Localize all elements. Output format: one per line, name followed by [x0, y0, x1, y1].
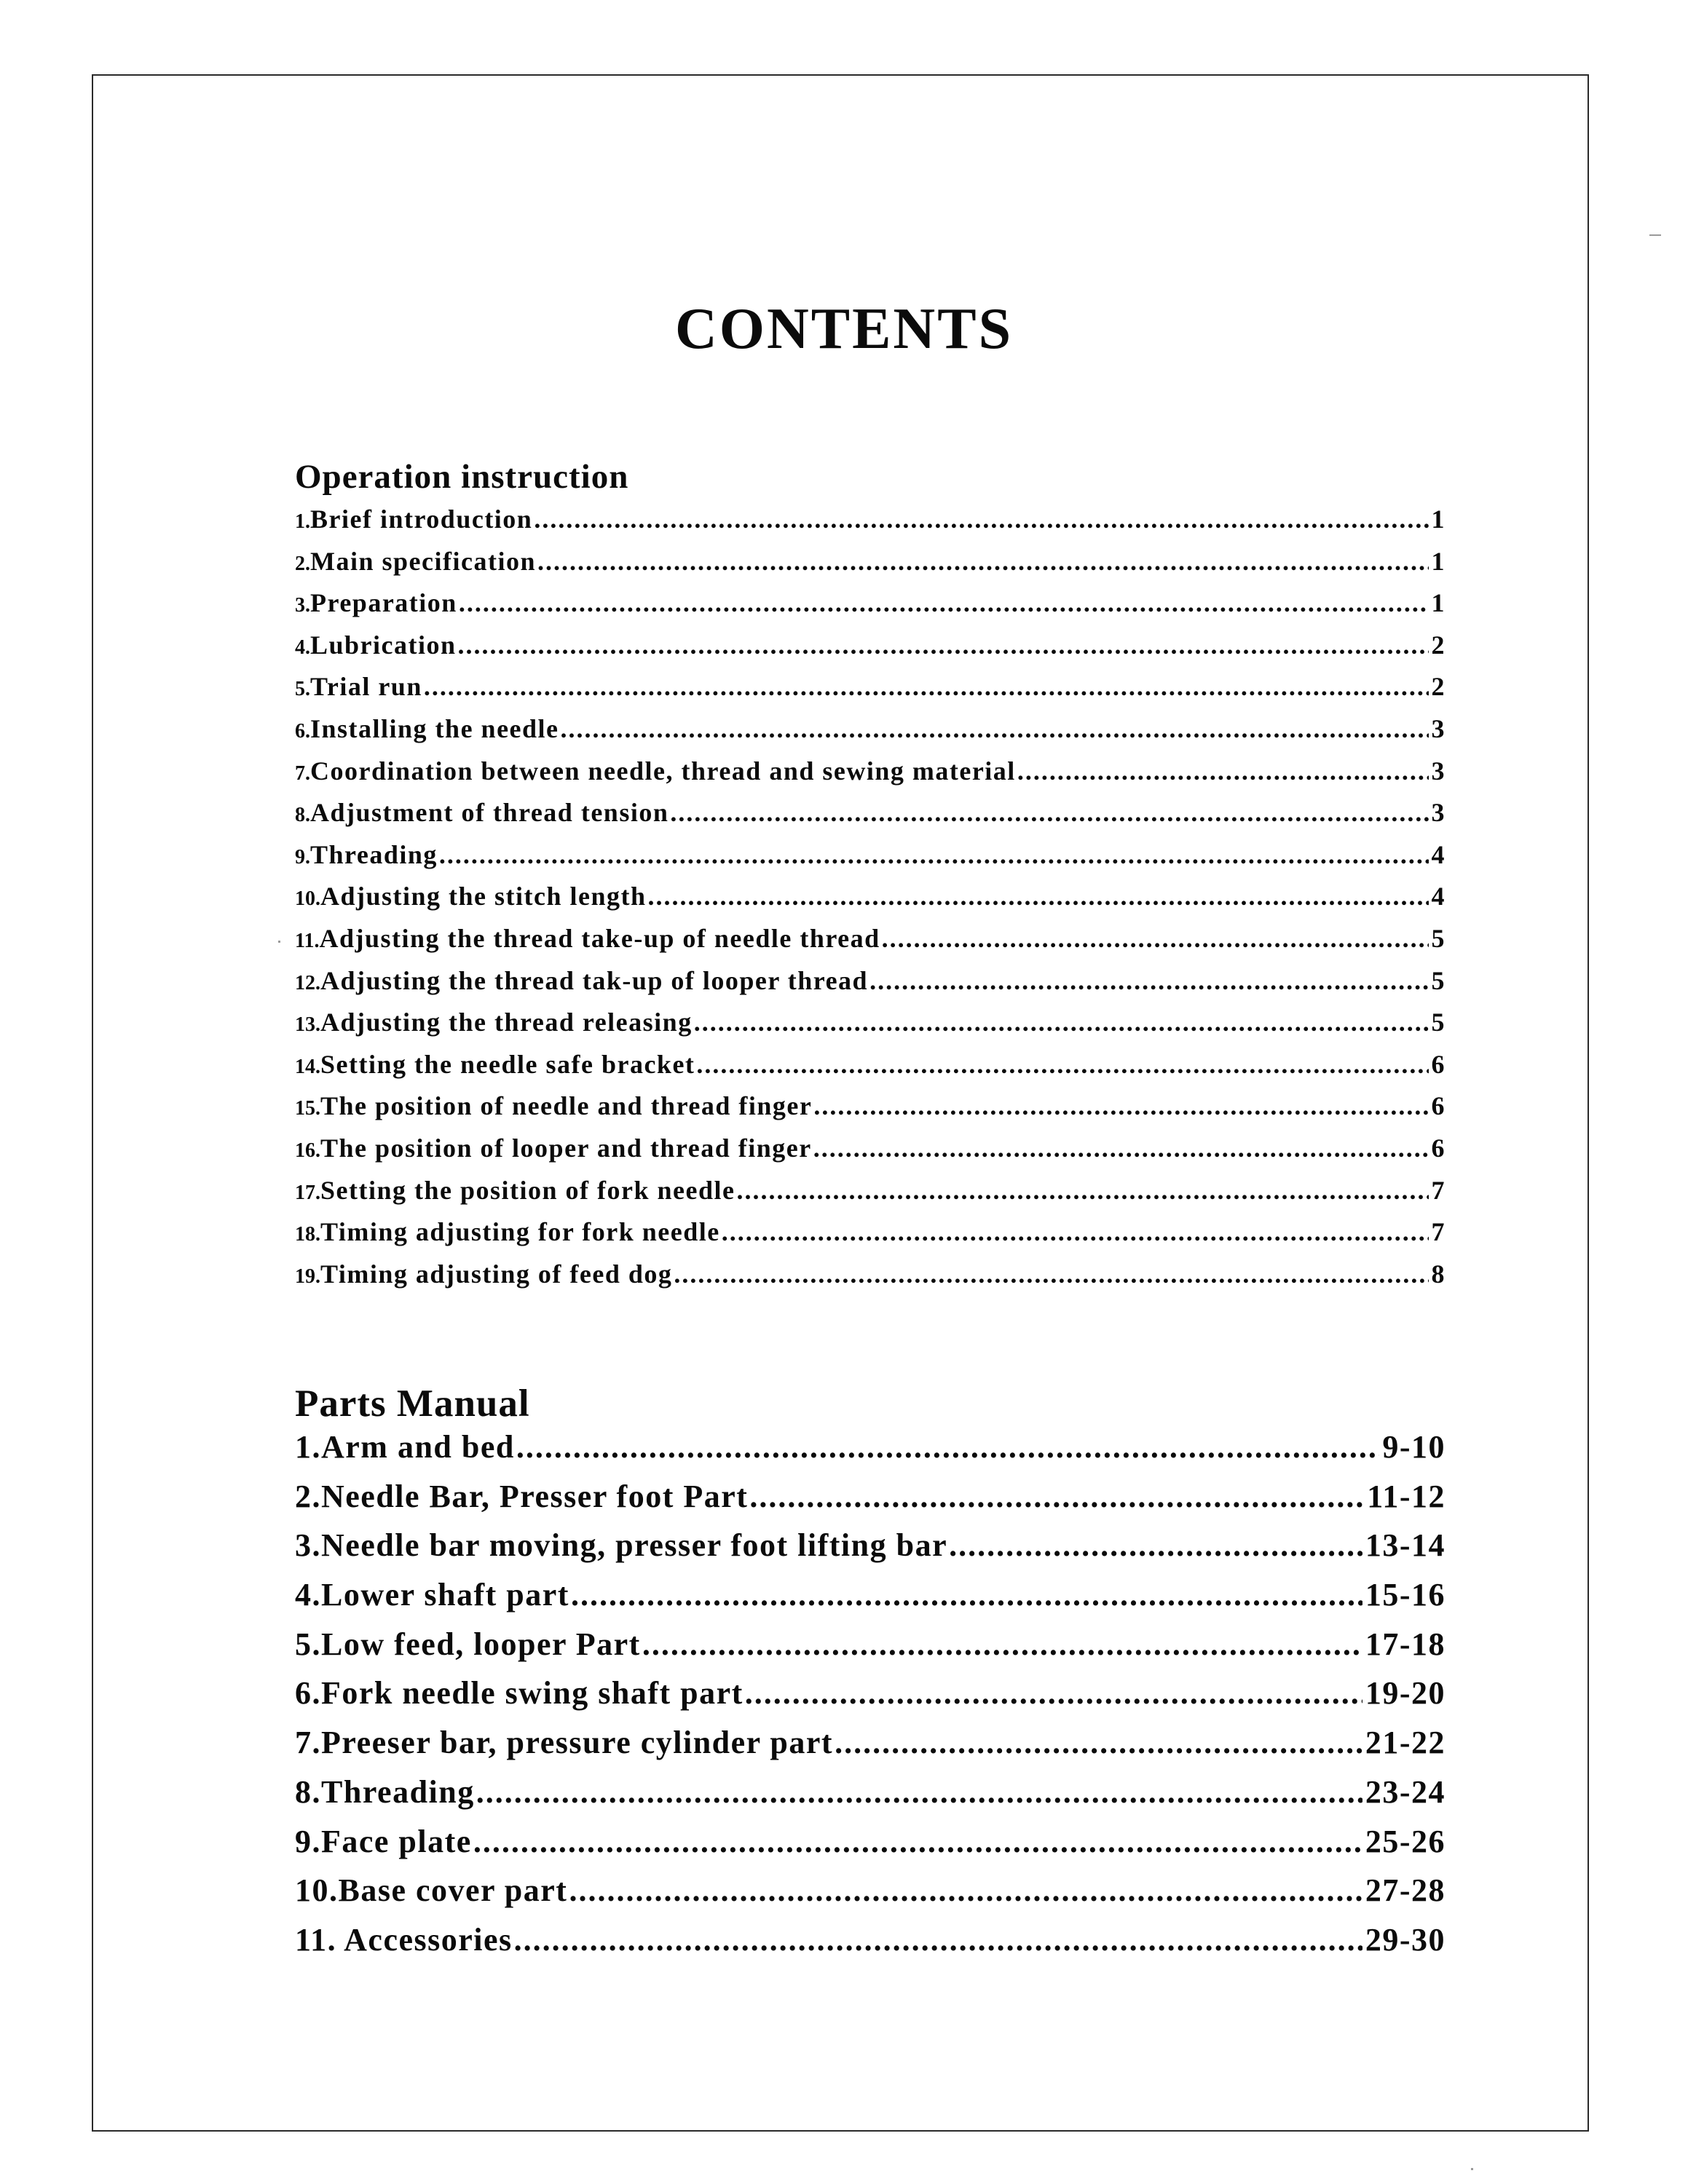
toc-entry[interactable]: 6.Fork needle swing shaft part ..... 19-20 — [295, 1674, 1446, 1724]
page-number: 5 — [1431, 965, 1446, 995]
page-range: 11-12 — [1367, 1478, 1446, 1514]
toc-entry[interactable]: 9.Face plate ..... 25-26 — [295, 1823, 1446, 1872]
page-number: 5 — [1431, 923, 1446, 953]
dot-leader — [537, 546, 1429, 577]
dot-leader — [694, 1007, 1429, 1037]
dot-leader — [514, 1921, 1362, 1958]
toc-entry[interactable]: 10.Adjusting the stitch length ..... 4 — [295, 881, 1446, 923]
operation-instruction-list — [295, 504, 1446, 1300]
dot-leader — [813, 1133, 1429, 1163]
dot-leader — [749, 1478, 1364, 1515]
toc-entry[interactable]: 17.Setting the position of fork needle ..... 7 — [295, 1175, 1446, 1217]
toc-entry[interactable]: 1.Arm and bed ..... 9-10 — [295, 1428, 1446, 1478]
dot-leader — [534, 504, 1428, 534]
dot-leader — [722, 1216, 1429, 1247]
toc-entry[interactable]: 11.Adjusting the thread take-up of needle thread ..... 5 — [295, 923, 1446, 965]
page-range: 17-18 — [1365, 1626, 1446, 1662]
toc-entry[interactable]: 18.Timing adjusting for fork needle ..... 7 — [295, 1216, 1446, 1259]
page-number: 7 — [1431, 1175, 1446, 1205]
toc-entry[interactable]: 3.Preparation ..... 1 — [295, 587, 1446, 630]
toc-entry[interactable]: 9.Threading ..... 4 — [295, 839, 1446, 882]
toc-entry[interactable]: 2.Main specification ..... 1 — [295, 546, 1446, 588]
toc-entry[interactable]: 4.Lubrication ..... 2 — [295, 630, 1446, 672]
dot-leader — [674, 1259, 1428, 1289]
scan-speck — [1471, 2168, 1473, 2170]
dot-leader — [869, 965, 1428, 996]
dot-leader — [561, 713, 1429, 744]
dot-leader — [424, 671, 1429, 702]
dot-leader — [745, 1674, 1362, 1712]
dot-leader — [439, 839, 1429, 870]
toc-entry[interactable]: 5.Trial run ..... 2 — [295, 671, 1446, 713]
toc-entry[interactable]: 16.The position of looper and thread finger ..... 6 — [295, 1133, 1446, 1175]
page-number: 5 — [1431, 1008, 1446, 1037]
dot-leader — [642, 1626, 1362, 1663]
dot-leader — [459, 587, 1429, 618]
page-range: 19-20 — [1365, 1675, 1446, 1712]
dot-leader — [571, 1576, 1362, 1613]
page-title: CONTENTS — [674, 297, 1014, 361]
dot-leader — [813, 1091, 1428, 1121]
dot-leader — [648, 881, 1429, 911]
toc-entry[interactable]: 19.Timing adjusting of feed dog ..... 8 — [295, 1259, 1446, 1301]
page-range: 23-24 — [1365, 1773, 1446, 1810]
toc-entry[interactable]: 13.Adjusting the thread releasing ..... 5 — [295, 1007, 1446, 1049]
toc-entry[interactable]: 10.Base cover part ..... 27-28 — [295, 1872, 1446, 1921]
dot-leader — [458, 630, 1429, 660]
toc-entry[interactable]: 11. Accessories ..... 29-30 — [295, 1921, 1446, 1971]
dot-leader — [696, 1049, 1428, 1080]
page-number: 3 — [1431, 713, 1446, 743]
page-number: 1 — [1431, 546, 1446, 576]
toc-entry[interactable]: 6.Installing the needle ..... 3 — [295, 713, 1446, 756]
page-number: 4 — [1431, 839, 1446, 869]
toc-entry[interactable]: 12.Adjusting the thread tak-up of looper thread ..... 5 — [295, 965, 1446, 1008]
dot-leader — [569, 1872, 1362, 1909]
toc-entry[interactable]: 7.Coordination between needle, thread and sewing material ..... 3 — [295, 756, 1446, 798]
page-number: 6 — [1431, 1133, 1446, 1163]
page-number: 1 — [1431, 588, 1446, 618]
parts-manual-heading: Parts Manual — [295, 1382, 530, 1425]
operation-instruction-heading: Operation instruction — [295, 458, 629, 496]
scan-speck — [1649, 234, 1661, 236]
page-range: 15-16 — [1365, 1577, 1446, 1613]
dot-leader — [1017, 756, 1429, 786]
page-range: 25-26 — [1365, 1823, 1446, 1859]
toc-entry[interactable]: 8.Adjustment of thread tension ..... 3 — [295, 797, 1446, 839]
dot-leader — [737, 1175, 1429, 1206]
page-number: 6 — [1431, 1049, 1446, 1079]
page-number: 2 — [1431, 630, 1446, 660]
page-number: 3 — [1431, 798, 1446, 828]
page-range: 29-30 — [1365, 1921, 1446, 1958]
page-number: 6 — [1431, 1091, 1446, 1121]
toc-entry[interactable]: 5.Low feed, looper Part ..... 17-18 — [295, 1626, 1446, 1675]
page-number: 4 — [1431, 882, 1446, 911]
dot-leader — [516, 1428, 1379, 1465]
dot-leader — [473, 1823, 1362, 1860]
page-number: 3 — [1431, 756, 1446, 786]
page-number: 8 — [1431, 1259, 1446, 1289]
dot-leader — [476, 1773, 1362, 1811]
dot-leader — [670, 797, 1428, 828]
page-number: 1 — [1431, 505, 1446, 534]
toc-entry[interactable]: 15.The position of needle and thread finger ..... 6 — [295, 1091, 1446, 1133]
toc-entry[interactable]: 7.Preeser bar, pressure cylinder part ..... 21-22 — [295, 1724, 1446, 1773]
toc-entry[interactable]: 8.Threading ..... 23-24 — [295, 1773, 1446, 1823]
dot-leader — [835, 1724, 1362, 1761]
parts-manual-list — [295, 1428, 1446, 1971]
scan-speck — [278, 941, 280, 943]
page-number: 7 — [1431, 1217, 1446, 1247]
page-range: 13-14 — [1365, 1527, 1446, 1564]
toc-entry[interactable]: 4.Lower shaft part ..... 15-16 — [295, 1576, 1446, 1626]
page-number: 2 — [1431, 672, 1446, 702]
page-range: 27-28 — [1365, 1872, 1446, 1909]
toc-entry[interactable]: 2.Needle Bar, Presser foot Part ..... 11-12 — [295, 1478, 1446, 1527]
page-range: 9-10 — [1382, 1429, 1446, 1465]
dot-leader — [882, 923, 1429, 954]
dot-leader — [949, 1527, 1362, 1564]
toc-entry[interactable]: 14.Setting the needle safe bracket ..... 6 — [295, 1049, 1446, 1091]
page-range: 21-22 — [1365, 1725, 1446, 1761]
toc-entry[interactable]: 3.Needle bar moving, presser foot lifting bar ..... 13-14 — [295, 1527, 1446, 1576]
toc-entry[interactable]: 1.Brief introduction ..... 1 — [295, 504, 1446, 546]
